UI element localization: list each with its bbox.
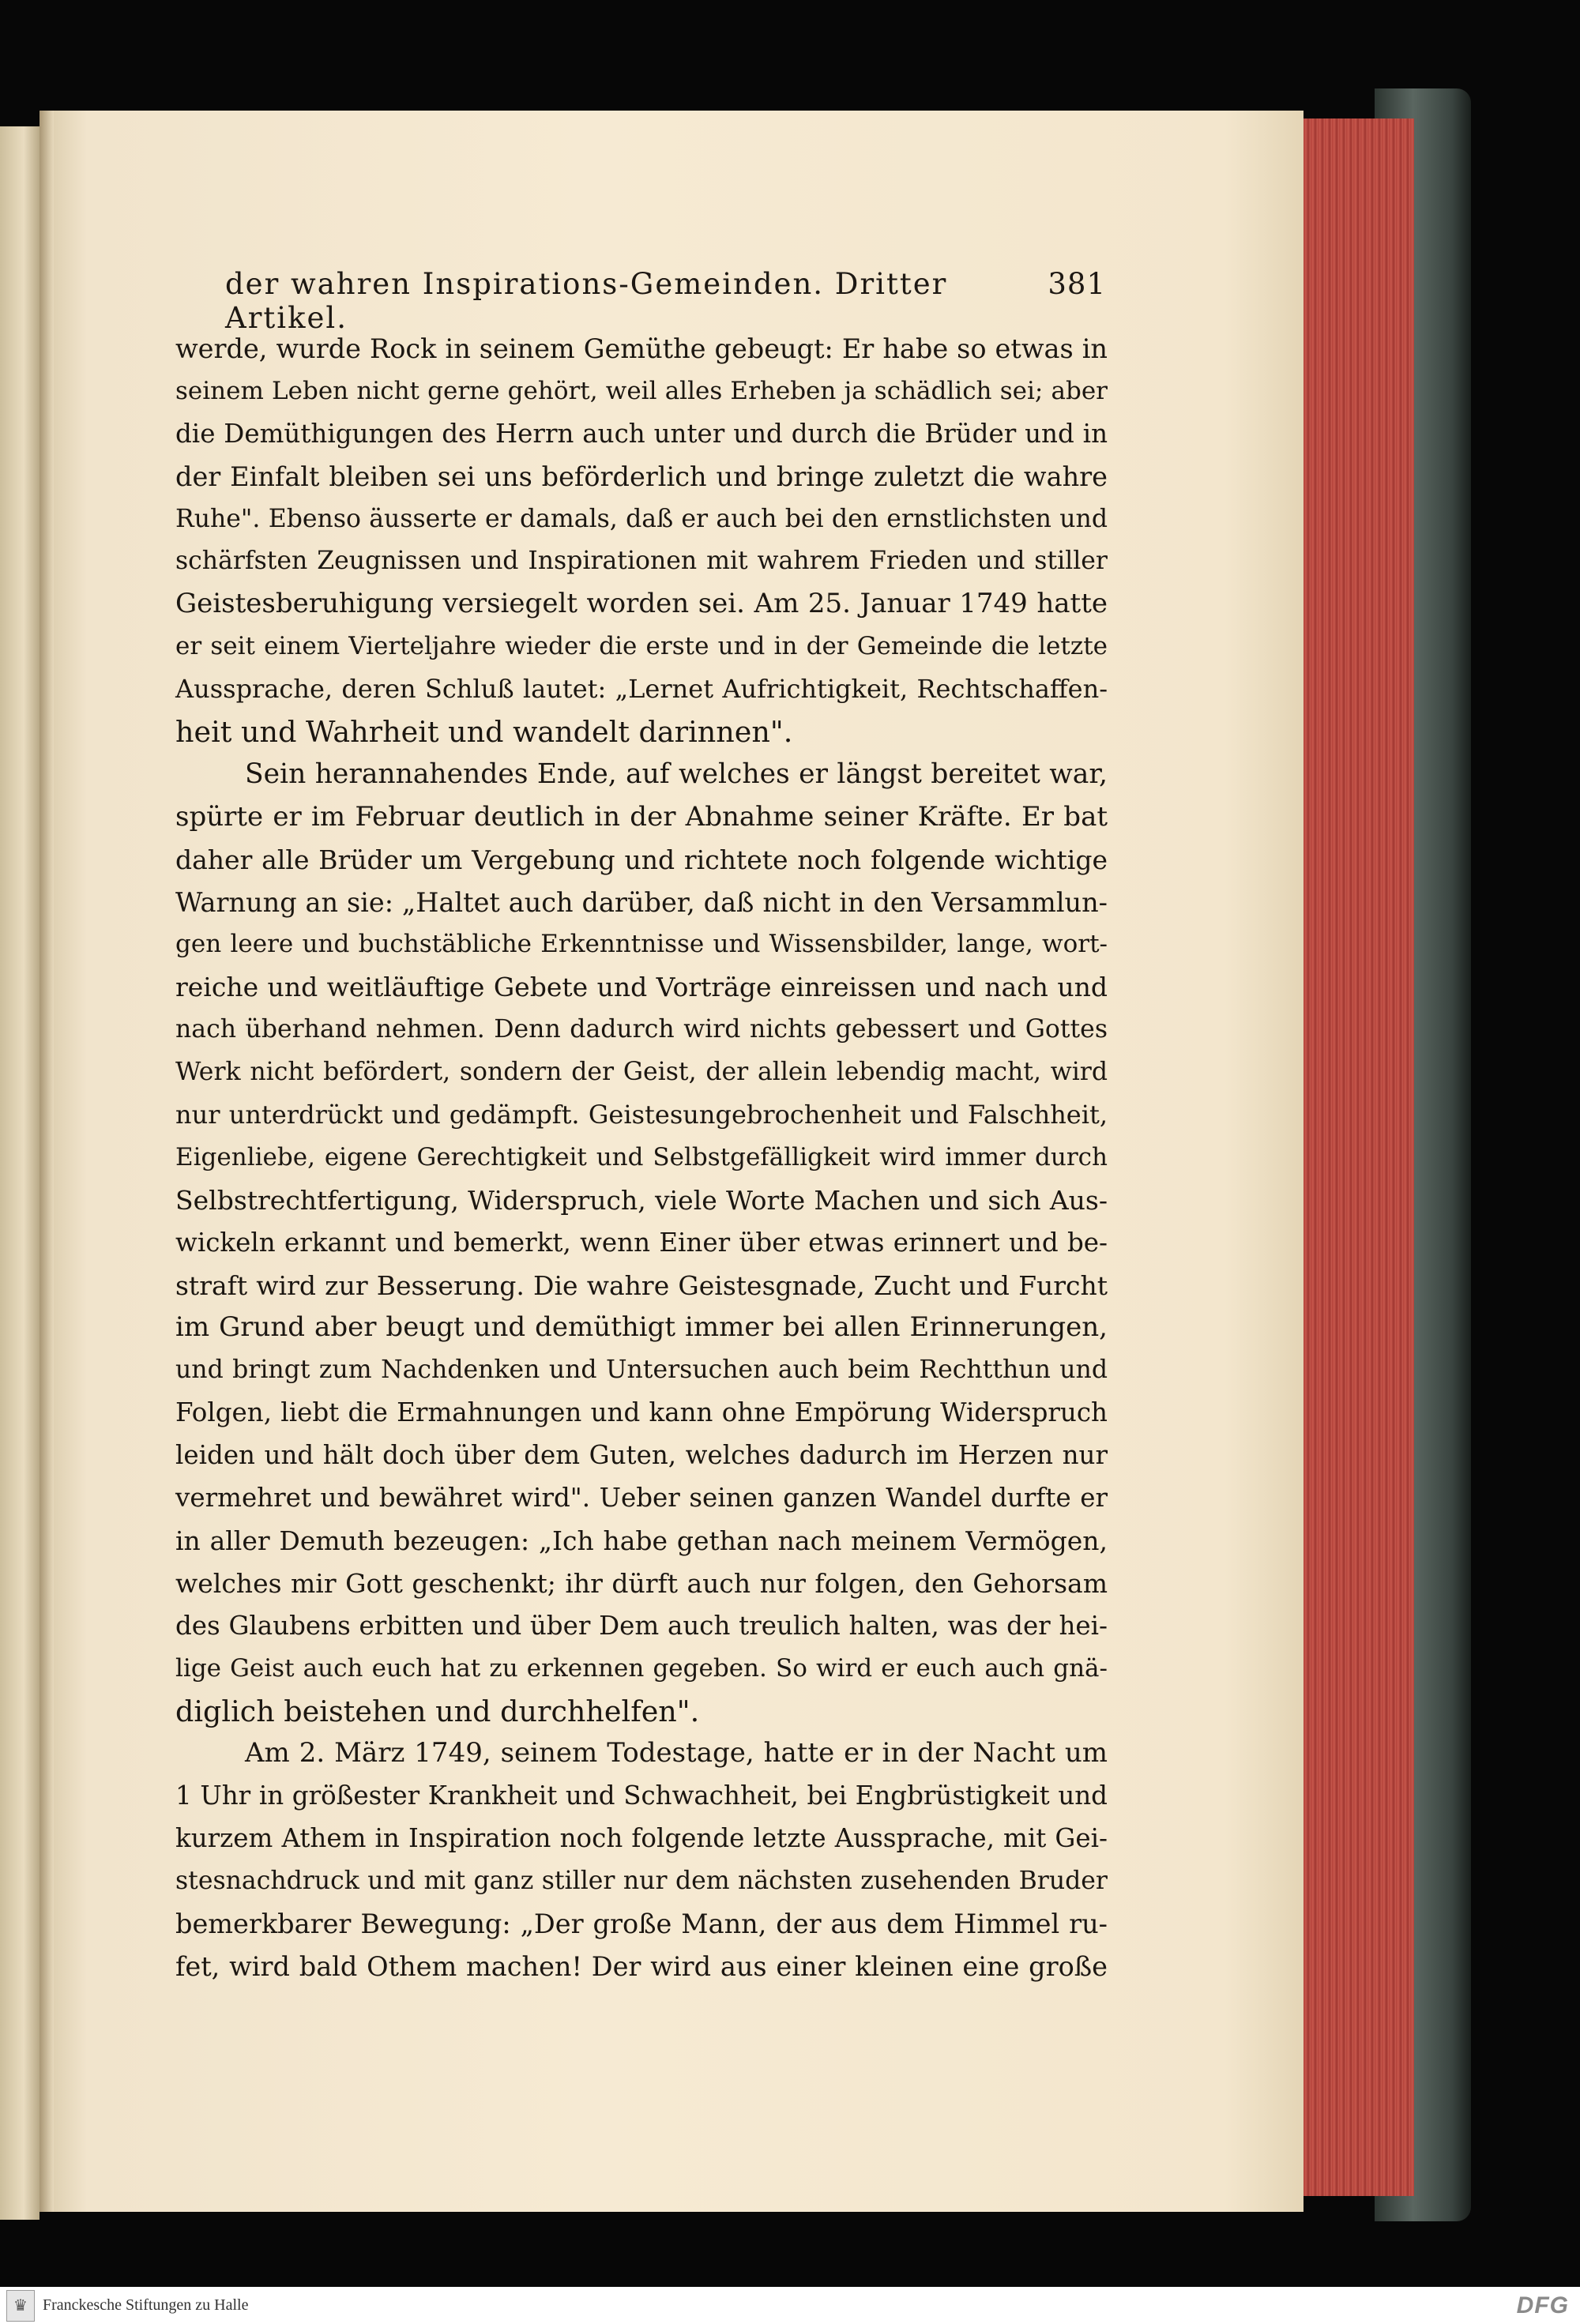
left-page-edge xyxy=(0,126,40,2220)
text-line: vermehret und bewähret wird". Ueber seinen ganzen Wandel durfte er xyxy=(175,1483,1108,1514)
text-line: des Glaubens erbitten und über Dem auch treulich halten, was der hei- xyxy=(175,1610,1108,1641)
text-line: welches mir Gott geschenkt; ihr dürft auch nur folgen, den Gehorsam xyxy=(175,1567,1108,1599)
text-line: Selbstrechtfertigung, Widerspruch, viele Worte Machen und sich Aus- xyxy=(175,1184,1108,1216)
body-text xyxy=(175,328,1108,1988)
text-line: werde, wurde Rock in seinem Gemüthe gebeugt: Er habe so etwas in xyxy=(175,333,1108,364)
text-line: reiche und weitläuftige Gebete und Vorträge einreissen und nach und xyxy=(175,972,1108,1003)
dfg-logo[interactable]: DFG xyxy=(1516,2292,1569,2318)
page-number: 381 xyxy=(1048,267,1106,301)
text-line: diglich beistehen und durchhelfen". xyxy=(175,1694,700,1728)
text-line: Geistesberuhigung versiegelt worden sei. Am 25. Januar 1749 hatte xyxy=(175,588,1108,620)
text-line: in aller Demuth bezeugen: „Ich habe gethan nach meinem Vermögen, xyxy=(175,1525,1108,1556)
text-line: nach überhand nehmen. Denn dadurch wird nichts gebessert und Gottes xyxy=(175,1015,1108,1044)
text-line: lige Geist auch euch hat zu erkennen gegeben. So wird er euch auch gnä- xyxy=(175,1653,1108,1683)
text-line: leiden und hält doch über dem Guten, welches dadurch im Herzen nur xyxy=(175,1440,1108,1471)
text-line: Werk nicht befördert, sondern der Geist, der allein lebendig macht, wird xyxy=(175,1058,1108,1087)
text-line: der Einfalt bleiben sei uns beförderlich und bringe zuletzt die wahre xyxy=(175,461,1108,492)
text-line: heit und Wahrheit und wandelt darinnen". xyxy=(175,715,793,750)
crest-icon: ♛ xyxy=(6,2290,35,2322)
text-line: bemerkbarer Bewegung: „Der große Mann, der aus dem Himmel ru- xyxy=(175,1908,1108,1939)
text-line: Sein herannahendes Ende, auf welches er längst bereitet war, xyxy=(245,758,1108,790)
text-line: nur unterdrückt und gedämpft. Geistesungebrochenheit und Falschheit, xyxy=(175,1100,1108,1130)
text-line: Eigenliebe, eigene Gerechtigkeit und Selbstgefälligkeit wird immer durch xyxy=(175,1142,1108,1171)
text-line: 1 Uhr in größester Krankheit und Schwachheit, bei Engbrüstigkeit und xyxy=(175,1781,1108,1811)
text-line: Warnung an sie: „Haltet auch darüber, daß nicht in den Versammlun- xyxy=(175,886,1108,918)
running-title: der wahren Inspirations-Gemeinden. Dritter Artikel. xyxy=(225,267,948,335)
text-line: fet, wird bald Othem machen! Der wird aus einer kleinen eine große xyxy=(175,1950,1108,1982)
text-line: Ruhe". Ebenso äusserte er damals, daß er auch bei den ernstlichsten und xyxy=(175,504,1108,533)
viewer-footer xyxy=(0,2287,1580,2324)
red-page-edges xyxy=(1304,118,1414,2196)
text-line: im Grund aber beugt und demüthigt immer bei allen Erinnerungen, xyxy=(175,1311,1108,1344)
text-line: gen leere und buchstäbliche Erkenntnisse und Wissensbilder, lange, wort- xyxy=(175,930,1108,959)
text-line: Am 2. März 1749, seinem Todestage, hatte er in der Nacht um xyxy=(245,1737,1108,1769)
text-line: Aussprache, deren Schluß lautet: „Lernet Aufrichtigkeit, Rechtschaffen- xyxy=(175,674,1108,705)
institution-credit[interactable] xyxy=(6,2290,248,2322)
text-line: spürte er im Februar deutlich in der Abnahme seiner Kräfte. Er bat xyxy=(175,800,1108,833)
text-line: die Demüthigungen des Herrn auch unter und durch die Brüder und in xyxy=(175,418,1108,449)
running-header xyxy=(225,267,1106,335)
institution-name: Franckesche Stiftungen zu Halle xyxy=(43,2296,249,2314)
text-line: schärfsten Zeugnissen und Inspirationen mit wahrem Frieden und stiller xyxy=(175,547,1108,576)
text-line: stesnachdruck und mit ganz stiller nur dem nächsten zusehenden Bruder xyxy=(175,1867,1108,1896)
text-line: wickeln erkannt und bemerkt, wenn Einer über etwas erinnert und be- xyxy=(175,1227,1108,1258)
text-line: Folgen, liebt die Ermahnungen und kann ohne Empörung Widerspruch xyxy=(175,1397,1108,1428)
text-line: seinem Leben nicht gerne gehört, weil alles Erheben ja schädlich sei; aber xyxy=(175,376,1108,405)
text-line: er seit einem Vierteljahre wieder die erste und in der Gemeinde die letzte xyxy=(175,632,1108,661)
text-line: kurzem Athem in Inspiration noch folgende letzte Aussprache, mit Gei- xyxy=(175,1823,1108,1854)
text-line: daher alle Brüder um Vergebung und richtete noch folgende wichtige xyxy=(175,844,1108,875)
text-line: und bringt zum Nachdenken und Untersuchen auch beim Rechtthun und xyxy=(175,1356,1108,1385)
text-line: straft wird zur Besserung. Die wahre Geistesgnade, Zucht und Furcht xyxy=(175,1269,1108,1301)
page-gutter xyxy=(40,111,54,2212)
